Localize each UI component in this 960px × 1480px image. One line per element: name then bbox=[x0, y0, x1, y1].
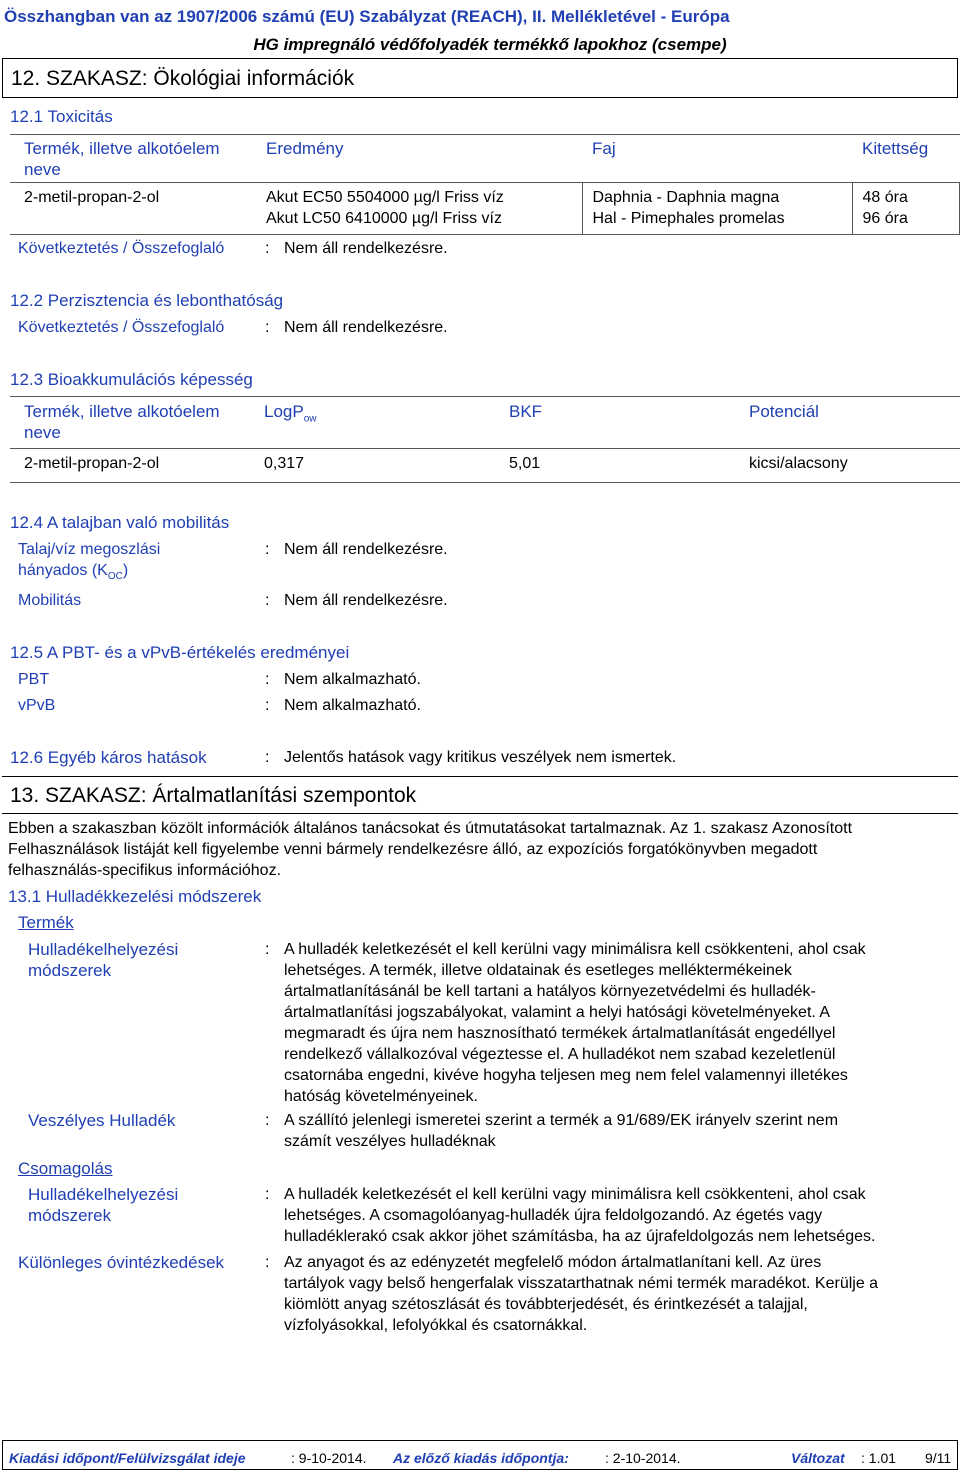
koc-label-line2: hányados $(K_{OC})$ bbox=[18, 562, 129, 583]
toxicity-row-species: Daphnia - Daphnia magna Hal - Pimephales promelas bbox=[582, 183, 852, 235]
bio-header-logp: LogP$_{ow}$ bbox=[252, 397, 497, 449]
hazardous-waste-text: A szállító jelenlegi ismeretei szerint a termék a 91/689/EK irányelv szerint nem számít veszélyes hulladéknak bbox=[284, 1112, 839, 1150]
bio-row-name: 2-metil-propan-2-ol bbox=[10, 449, 252, 483]
hazardous-waste-label: Veszélyes Hulladék bbox=[28, 1111, 176, 1130]
toxicity-row-exposure: 48 óra 96 óra bbox=[852, 183, 960, 235]
previous-issue-label: Az előző kiadás időpontja: bbox=[393, 1450, 569, 1466]
document-header-subtitle: HG impregnáló védőfolyadék termékkő lapokhoz (csempe) bbox=[253, 35, 727, 54]
version-label: Változat bbox=[791, 1450, 845, 1466]
vpvb-value: Nem alkalmazható. bbox=[284, 697, 421, 714]
toxicity-header-exposure: Kitettség bbox=[852, 135, 960, 183]
pack-disposal-label: Hulladékelhelyezési módszerek bbox=[28, 1185, 179, 1225]
colon: : bbox=[265, 1254, 270, 1271]
bioaccumulation-heading: 12.3 Bioakkumulációs képesség bbox=[10, 370, 253, 389]
colon: : bbox=[265, 749, 270, 766]
toxicity-row-result: Akut EC50 5504000 µg/l Friss víz Akut LC50 6410000 µg/l Friss víz bbox=[256, 183, 582, 235]
mobility-value: Nem áll rendelkezésre. bbox=[284, 592, 448, 609]
section-12-header bbox=[2, 58, 958, 98]
page-number: 9/11 bbox=[925, 1450, 952, 1466]
special-precautions-label: Különleges óvintézkedések bbox=[18, 1253, 225, 1272]
vpvb-label: vPvB bbox=[18, 697, 56, 714]
persistence-conclusion-value: Nem áll rendelkezésre. bbox=[284, 319, 448, 336]
section-13-header bbox=[2, 776, 958, 814]
pbt-value: Nem alkalmazható. bbox=[284, 671, 421, 688]
toxicity-header-species: Faj bbox=[582, 135, 852, 183]
document-header-title: Összhangban van az 1907/2006 számú (EU) Szabályzat (REACH), II. Mellékletével - Európa bbox=[4, 7, 730, 26]
disposal-text: A hulladék keletkezését el kell kerülni vagy minimálisra kell csökkenteni, ahol csak lehetséges. A termék, illetve oldatainak és esetleges melléktermékeinek ártalmatlanításánál be kell tartani a hatályos környezetvédelmi és hulladék- ártalmatlanítási jogszabályokat, valamint a helyi hatósági követelményeket. A megmaradt és újra nem hasznosítható termékek ártalmatlanítását engedéllyel rendelkező vállalkozóval végeztesse el. A hulladékot nem szabad kezeletlenül csatornába engedni, kivéve hogyha teljesen meg nem felel valamennyi illetékes hatóság követelményeinek. bbox=[284, 941, 866, 1105]
packaging-label: Csomagolás bbox=[18, 1159, 113, 1178]
bio-row-bkf: 5,01 bbox=[497, 449, 737, 483]
section-13-title: 13. SZAKASZ: Ártalmatlanítási szempontok bbox=[10, 784, 417, 807]
mobility-label: Mobilitás bbox=[18, 592, 82, 609]
special-precautions-text: Az anyagot és az edényzetét megfelelő módon ártalmatlanítani kell. Az üres tartályok vagy belső hengerfalak visszatarthatnak némi termék maradékot. Kerülje a kiömlött anyag szétoszlását és továbbterjedését, és érintkezését a talajjal, vízfolyásokkal, lefolyókkal és csatornákkal. bbox=[284, 1254, 879, 1334]
toxicity-conclusion-value: Nem áll rendelkezésre. bbox=[284, 240, 448, 257]
other-effects-heading: 12.6 Egyéb káros hatások bbox=[10, 748, 207, 767]
bio-header-potential: Potenciál bbox=[737, 397, 960, 449]
toxicity-conclusion-label: Következtetés / Összefoglaló bbox=[18, 240, 225, 257]
persistence-conclusion-label: Következtetés / Összefoglaló bbox=[18, 319, 225, 336]
pack-disposal-text: A hulladék keletkezését el kell kerülni vagy minimálisra kell csökkenteni, ahol csak lehetséges. A csomagolóanyag-hulladék újra feldolgozandó. Az égetés vagy hulladéklerakó csak akkor jöhet számításba, ha az újrafeldolgozás nem lehetséges. bbox=[284, 1186, 876, 1245]
product-label: Termék bbox=[18, 913, 74, 932]
waste-methods-heading: 13.1 Hulladékkezelési módszerek bbox=[8, 887, 262, 906]
bio-header-name: Termék, illetve alkotóelem neve bbox=[10, 397, 252, 449]
toxicity-header-name: Termék, illetve alkotóelem neve bbox=[10, 135, 256, 183]
mobility-heading: 12.4 A talajban való mobilitás bbox=[10, 513, 230, 532]
pbt-heading: 12.5 A PBT- és a vPvB-értékelés eredményei bbox=[10, 643, 350, 662]
koc-value: Nem áll rendelkezésre. bbox=[284, 541, 448, 558]
bio-row-logp: 0,317 bbox=[252, 449, 497, 483]
version-value: : 1.01 bbox=[861, 1450, 897, 1466]
colon: : bbox=[265, 697, 270, 714]
toxicity-heading: 12.1 Toxicitás bbox=[10, 107, 113, 126]
pbt-label: PBT bbox=[18, 671, 50, 688]
issue-date-label: Kiadási időpont/Felülvizsgálat ideje bbox=[9, 1450, 246, 1466]
colon: : bbox=[265, 592, 270, 609]
bioaccumulation-table bbox=[10, 396, 960, 483]
colon: : bbox=[265, 541, 270, 558]
colon: : bbox=[265, 941, 270, 958]
toxicity-header-result: Eredmény bbox=[256, 135, 582, 183]
issue-date-value: : 9-10-2014. bbox=[291, 1450, 367, 1466]
colon: : bbox=[265, 319, 270, 336]
previous-issue-value: : 2-10-2014. bbox=[605, 1450, 681, 1466]
section-12-title: 12. SZAKASZ: Ökológiai információk bbox=[11, 67, 355, 90]
toxicity-table bbox=[10, 134, 960, 235]
colon: : bbox=[265, 1186, 270, 1203]
bio-header-bkf: BKF bbox=[497, 397, 737, 449]
section-13-intro: Ebben a szakaszban közölt információk általános tanácsokat és útmutatásokat tartalmaznak. Az 1. szakasz Azonosított Felhasználások listáját kell figyelembe venni bármely rendelkezésre álló, az expozíciós forgatókönyvben megadott felhasználás-specifikus információhoz. bbox=[8, 820, 853, 879]
other-effects-value: Jelentős hatások vagy kritikus veszélyek nem ismertek. bbox=[284, 749, 677, 766]
colon: : bbox=[265, 240, 270, 257]
bio-row-potential: kicsi/alacsony bbox=[737, 449, 960, 483]
colon: : bbox=[265, 1112, 270, 1129]
colon: : bbox=[265, 671, 270, 688]
toxicity-row-name: 2-metil-propan-2-ol bbox=[10, 183, 256, 235]
page-footer bbox=[2, 1440, 958, 1470]
disposal-label: Hulladékelhelyezési módszerek bbox=[28, 940, 179, 980]
persistence-heading: 12.2 Perzisztencia és lebonthatóság bbox=[10, 291, 284, 310]
koc-label-line1: Talaj/víz megoszlási bbox=[18, 541, 161, 558]
